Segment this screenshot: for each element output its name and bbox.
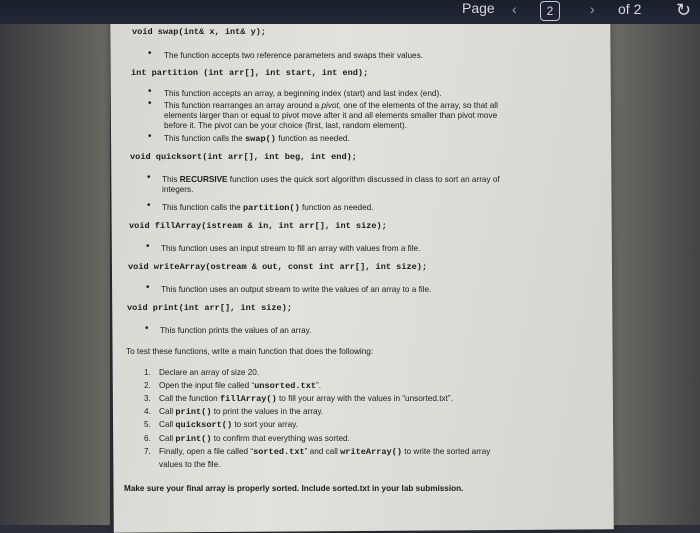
- text: function uses the quick sort algorithm discussed in class to sort an array of: [227, 175, 500, 184]
- step-number: 6.: [144, 434, 151, 443]
- text: Call: [159, 420, 176, 429]
- prev-page-icon[interactable]: ‹: [512, 1, 517, 17]
- step-7: [159, 447, 490, 457]
- page-number-input[interactable]: 2: [540, 1, 560, 21]
- page-label: Page: [462, 0, 495, 16]
- text: to fill your array with the values in “unsorted.txt”.: [276, 394, 453, 403]
- step-5: [159, 420, 298, 430]
- text: This function calls the: [164, 134, 246, 143]
- bullet: •: [145, 323, 149, 334]
- text: function as needed.: [275, 134, 350, 143]
- refresh-icon[interactable]: ↻: [676, 0, 692, 20]
- text: function as needed.: [299, 203, 374, 212]
- text: This function calls the: [162, 203, 244, 212]
- step-number: 5.: [144, 420, 151, 429]
- code: partition(): [243, 203, 300, 213]
- bullet: •: [148, 98, 152, 109]
- swap-desc: The function accepts two reference parameters and swaps their values.: [164, 51, 423, 60]
- fillarray-desc: This function uses an input stream to fill an array with values from a file.: [161, 244, 421, 253]
- text: Call the function: [159, 394, 220, 403]
- step-2: [159, 381, 321, 391]
- code: print(): [175, 434, 212, 444]
- quicksort-signature: void quicksort(int arr[], int beg, int end);: [130, 152, 357, 162]
- text-bold: RECURSIVE: [179, 175, 228, 184]
- text: to confirm that everything was sorted.: [211, 434, 350, 443]
- bullet: •: [147, 172, 151, 183]
- step-number: 7.: [144, 447, 151, 456]
- bullet: •: [148, 131, 152, 142]
- code: sorted.txt: [253, 447, 305, 457]
- fillarray-signature: void fillArray(istream & in, int arr[], int size);: [129, 221, 387, 231]
- step-4: [159, 407, 323, 417]
- text: This function rearranges an array around a: [164, 101, 322, 110]
- code: quicksort(): [175, 420, 233, 430]
- partition-desc-2b: elements larger than or equal to pivot move after it and all elements smaller than pivot move: [164, 111, 498, 120]
- final-note: Make sure your final array is properly sorted. Include sorted.txt in your lab submission.: [124, 484, 464, 493]
- quicksort-desc-2: [162, 203, 374, 213]
- step-number: 3.: [144, 394, 151, 403]
- print-desc: This function prints the values of an array.: [160, 326, 312, 335]
- bullet: •: [146, 282, 150, 293]
- step-number: 2.: [144, 381, 151, 390]
- partition-desc-1: This function accepts an array, a beginning index (start) and last index (end).: [164, 89, 442, 98]
- print-signature: void print(int arr[], int size);: [127, 303, 293, 313]
- step-number: 1.: [144, 368, 151, 377]
- text: ” and call: [304, 447, 341, 456]
- step-7b: values to the file.: [159, 460, 221, 469]
- bullet: •: [148, 48, 152, 59]
- bullet: •: [146, 241, 150, 252]
- code: fillArray(): [220, 394, 277, 404]
- text: to write the sorted array: [402, 447, 491, 456]
- page-count: of 2: [618, 1, 642, 17]
- text: This: [162, 175, 180, 184]
- bullet: •: [147, 200, 151, 211]
- writearray-desc: This function uses an output stream to write the values of an array to a file.: [161, 285, 432, 294]
- quicksort-desc-1: [162, 175, 500, 184]
- code: writeArray(): [340, 447, 403, 457]
- step-number: 4.: [144, 407, 151, 416]
- next-page-icon[interactable]: ›: [590, 1, 595, 17]
- pdf-toolbar: [0, 0, 700, 24]
- text: Call: [159, 434, 176, 443]
- code: swap(): [245, 134, 276, 144]
- text: , one of the elements of the array, so that all: [338, 101, 498, 110]
- quicksort-desc-1b: integers.: [162, 185, 194, 194]
- text-italic: pivot: [321, 101, 339, 110]
- partition-desc-2: [164, 101, 498, 110]
- partition-signature: int partition (int arr[], int start, int end);: [131, 68, 369, 78]
- step-6: [159, 434, 350, 444]
- text: to sort your array.: [232, 420, 298, 429]
- text: ”.: [316, 381, 322, 390]
- writearray-signature: void writeArray(ostream & out, const int arr[], int size);: [128, 262, 428, 272]
- partition-desc-3: [164, 134, 350, 144]
- text: Open the input file called “: [159, 381, 255, 390]
- step-3: [159, 394, 453, 404]
- test-intro: To test these functions, write a main function that does the following:: [126, 347, 374, 356]
- code: unsorted.txt: [254, 381, 317, 391]
- text: to print the values in the array.: [211, 407, 324, 416]
- bullet: •: [148, 86, 152, 97]
- step-1: Declare an array of size 20.: [159, 368, 260, 377]
- text: Call: [159, 407, 176, 416]
- swap-signature: void swap(int& x, int& y);: [132, 27, 267, 37]
- partition-desc-2c: before it. The pivot can be your choice (first, last, random element).: [164, 121, 407, 130]
- code: print(): [175, 407, 212, 417]
- text: Finally, open a file called “: [159, 447, 254, 456]
